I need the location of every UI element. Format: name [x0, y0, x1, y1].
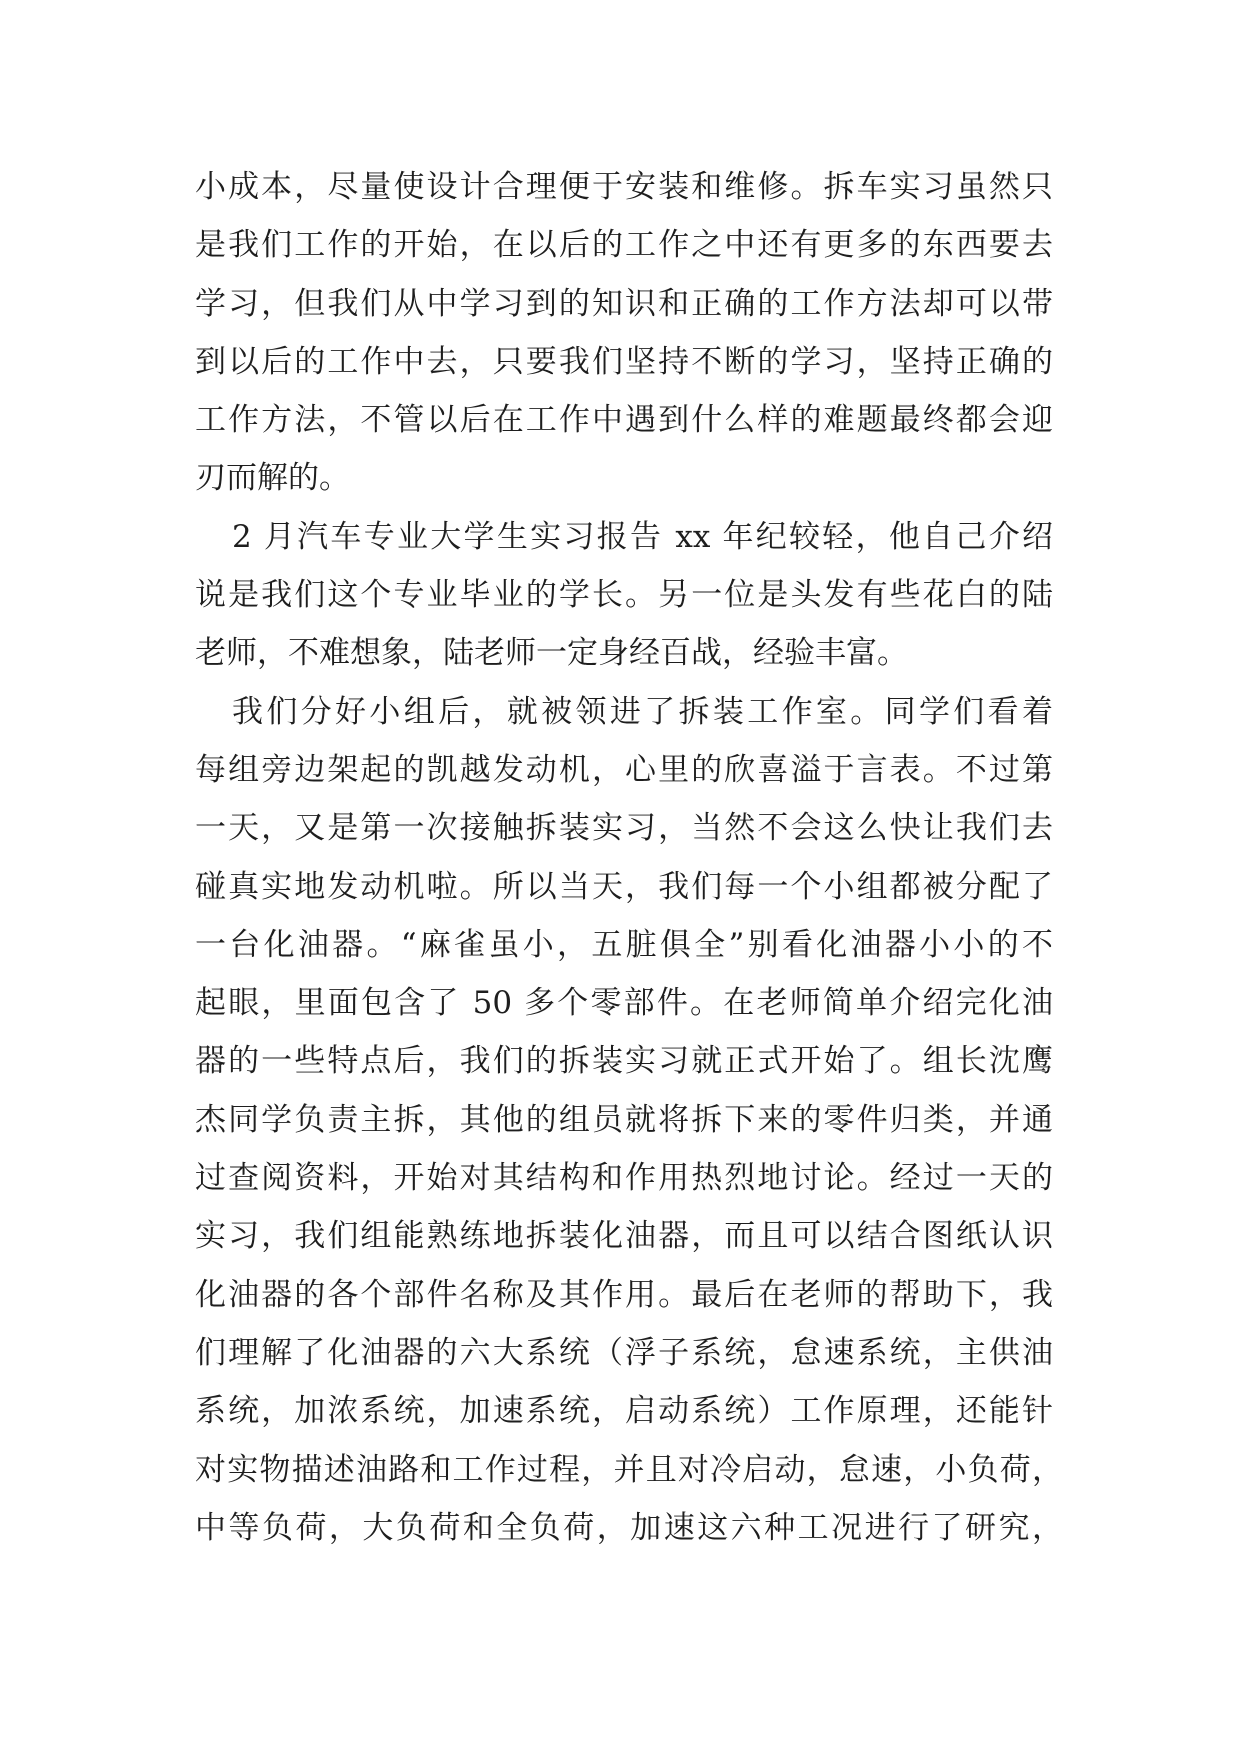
text-line: 是我们工作的开始，在以后的工作之中还有更多的东西要去 — [195, 227, 1053, 264]
text-line: 们理解了化油器的六大系统（浮子系统，怠速系统，主供油 — [195, 1334, 1053, 1371]
document-body — [195, 158, 1063, 1557]
text-line: 到以后的工作中去，只要我们坚持不断的学习，坚持正确的 — [195, 343, 1053, 380]
paragraph-3 — [195, 683, 1063, 1557]
text-line: 2 月汽车专业大学生实习报告 xx 年纪较轻，他自己介绍 — [232, 518, 1053, 555]
text-line: 刃而解的。 — [195, 460, 350, 497]
text-line: 系统，加浓系统，加速系统，启动系统）工作原理，还能针 — [195, 1393, 1053, 1430]
paragraph-1 — [195, 158, 1053, 508]
text-line: 对实物描述油路和工作过程，并且对冷启动，怠速，小负荷， — [195, 1451, 1063, 1488]
text-line: 一台化油器。“麻雀虽小，五脏俱全”别看化油器小小的不 — [195, 926, 1053, 963]
text-line: 小成本，尽量使设计合理便于安装和维修。拆车实习虽然只 — [195, 169, 1053, 205]
text-line: 中等负荷，大负荷和全负荷，加速这六种工况进行了研究， — [195, 1509, 1063, 1546]
text-line: 化油器的各个部件名称及其作用。最后在老师的帮助下，我 — [195, 1276, 1053, 1313]
text-line: 杰同学负责主拆，其他的组员就将拆下来的零件归类，并通 — [195, 1101, 1053, 1138]
text-line: 说是我们这个专业毕业的学长。另一位是头发有些花白的陆 — [195, 577, 1053, 614]
text-line: 我们分好小组后，就被领进了拆装工作室。同学们看着 — [232, 693, 1053, 730]
paragraph-2 — [195, 508, 1053, 683]
text-line: 碰真实地发动机啦。所以当天，我们每一个小组都被分配了 — [195, 868, 1053, 905]
text-line: 老师，不难想象，陆老师一定身经百战，经验丰富。 — [195, 635, 908, 672]
text-line: 起眼，里面包含了 50 多个零部件。在老师简单介绍完化油 — [195, 985, 1053, 1022]
text-line: 过查阅资料，开始对其结构和作用热烈地讨论。经过一天的 — [195, 1160, 1053, 1197]
text-line: 器的一些特点后，我们的拆装实习就正式开始了。组长沈鹰 — [195, 1043, 1053, 1080]
text-line: 一天，又是第一次接触拆装实习，当然不会这么快让我们去 — [195, 810, 1053, 847]
text-line: 每组旁边架起的凯越发动机，心里的欣喜溢于言表。不过第 — [195, 751, 1053, 788]
text-line: 工作方法，不管以后在工作中遇到什么样的难题最终都会迎 — [195, 402, 1053, 439]
text-line: 学习，但我们从中学习到的知识和正确的工作方法却可以带 — [195, 285, 1053, 322]
text-line: 实习，我们组能熟练地拆装化油器，而且可以结合图纸认识 — [195, 1218, 1053, 1255]
